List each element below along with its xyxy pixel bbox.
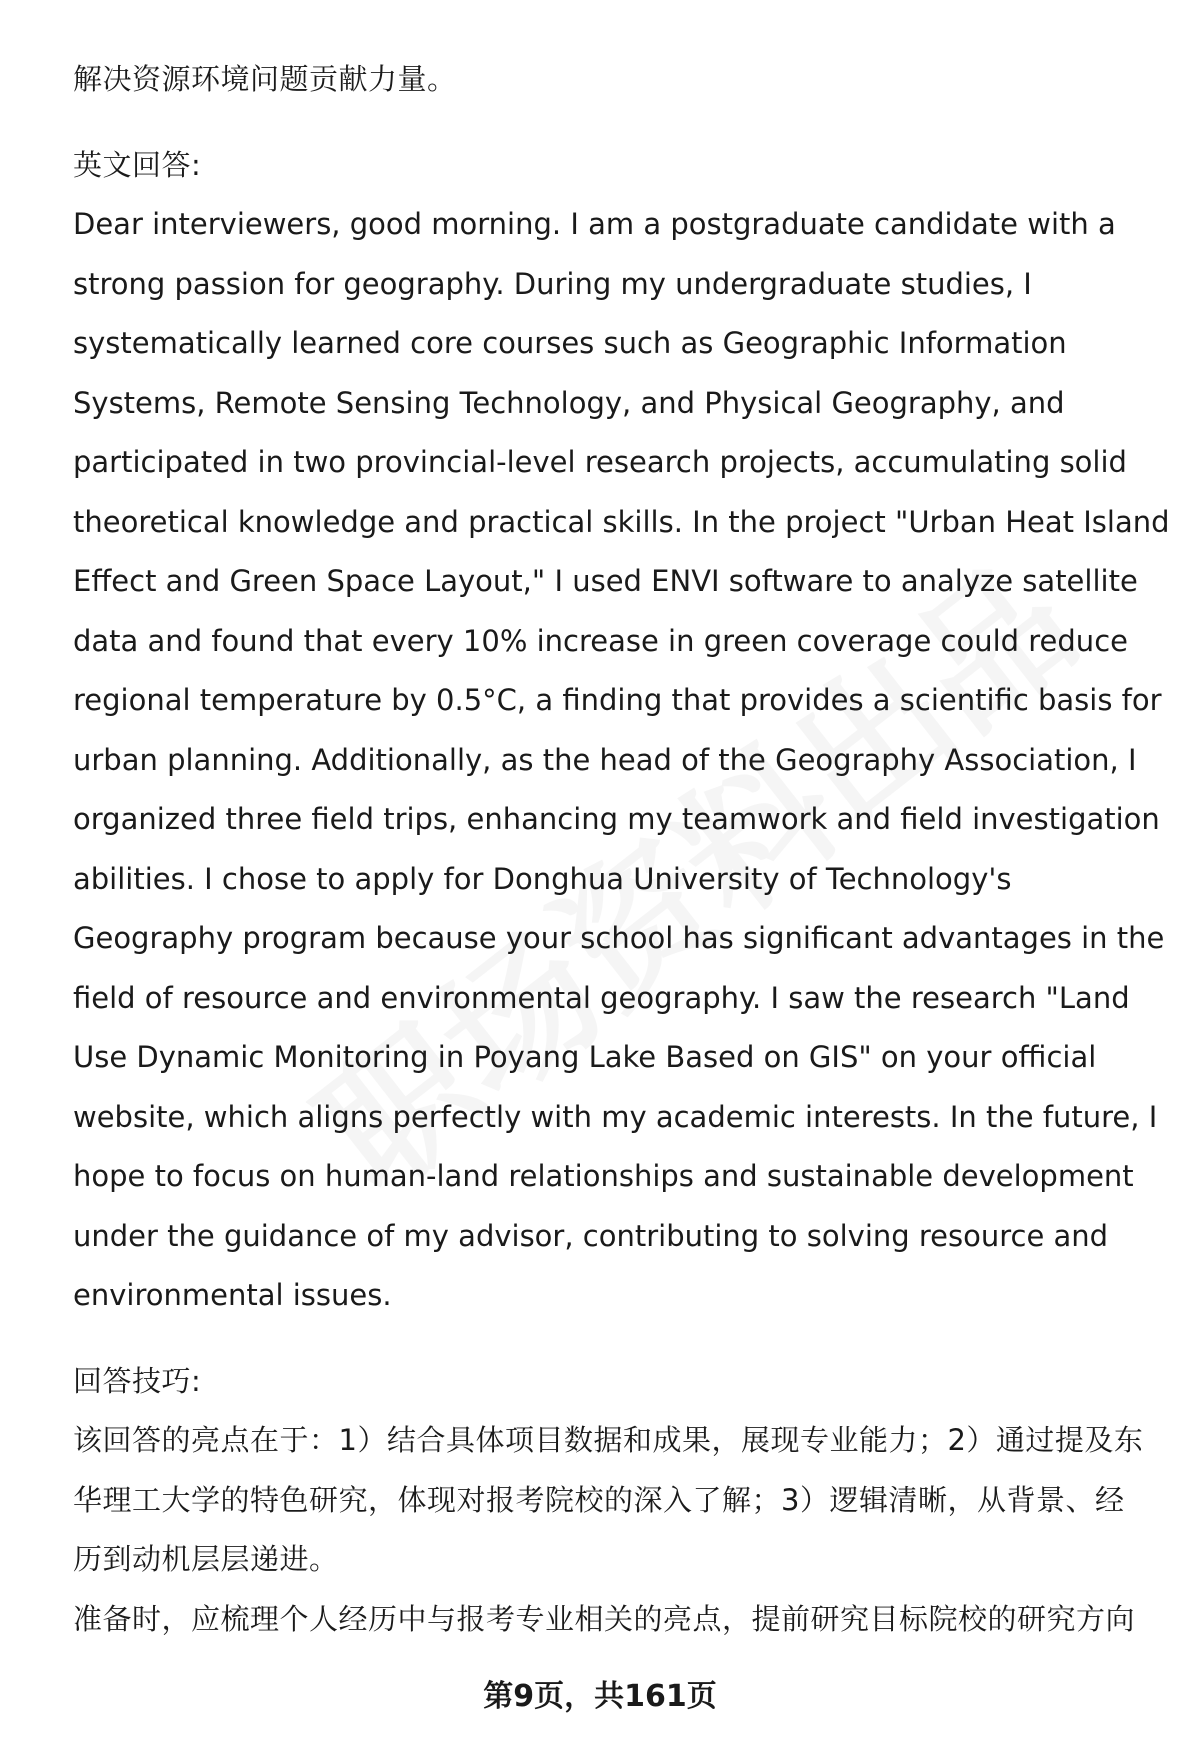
english-answer-line: environmental issues. (73, 1278, 392, 1312)
tips-line: 历到动机层层递进。 (73, 1542, 339, 1576)
english-answer-line: field of resource and environmental geography. I saw the research "Land (73, 980, 1130, 1015)
tips-body (73, 1411, 1153, 1649)
english-answer-line: urban planning. Additionally, as the head of the Geography Association, I (73, 742, 1137, 777)
tips-line: 准备时，应梳理个人经历中与报考专业相关的亮点，提前研究目标院校的研究方向 (73, 1601, 1136, 1636)
tips-line: 该回答的亮点在于：1）结合具体项目数据和成果，展现专业能力；2）通过提及东 (73, 1423, 1144, 1457)
english-answer-line: data and found that every 10% increase in green coverage could reduce (73, 623, 1128, 658)
english-answer-line: Effect and Green Space Layout," I used ENVI software to analyze satellite (73, 564, 1138, 598)
english-answer-line: hope to focus on human-land relationships and sustainable development (73, 1159, 1134, 1193)
english-answer-line: Systems, Remote Sensing Technology, and Physical Geography, and (73, 385, 1065, 420)
page-number: 第9页，共161页 (483, 1679, 717, 1714)
document-page (73, 50, 1170, 1649)
english-answer-line: website, which aligns perfectly with my academic interests. In the future, I (73, 1099, 1158, 1134)
english-answer-line: abilities. I chose to apply for Donghua University of Technology's (73, 861, 1012, 896)
english-answer-line: Use Dynamic Monitoring in Poyang Lake Based on GIS" on your official (73, 1040, 1097, 1074)
english-answer-line: systematically learned core courses such as Geographic Information (73, 326, 1067, 360)
english-answer-line: theoretical knowledge and practical skills. In the project "Urban Heat Island (73, 504, 1170, 539)
tips-heading: 回答技巧: (73, 1363, 202, 1398)
tips-line: 华理工大学的特色研究，体现对报考院校的深入了解；3）逻辑清晰，从背景、经 (73, 1482, 1125, 1517)
english-answer-line: under the guidance of my advisor, contributing to solving resource and (73, 1218, 1109, 1253)
english-answer-line: participated in two provincial-level research projects, accumulating solid (73, 445, 1127, 479)
english-answer-line: Dear interviewers, good morning. I am a postgraduate candidate with a (73, 207, 1116, 241)
english-answer-line: regional temperature by 0.5°C, a finding that provides a scientific basis for (73, 683, 1162, 717)
english-answer-body (73, 195, 1170, 1326)
intro-tail-text: 解决资源环境问题贡献力量。 (73, 62, 457, 96)
english-answer-line: organized three field trips, enhancing my teamwork and field investigation (73, 802, 1160, 836)
english-answer-heading: 英文回答: (73, 147, 202, 182)
english-answer-line: strong passion for geography. During my undergraduate studies, I (73, 266, 1032, 301)
english-answer-line: Geography program because your school has significant advantages in the (73, 921, 1165, 955)
